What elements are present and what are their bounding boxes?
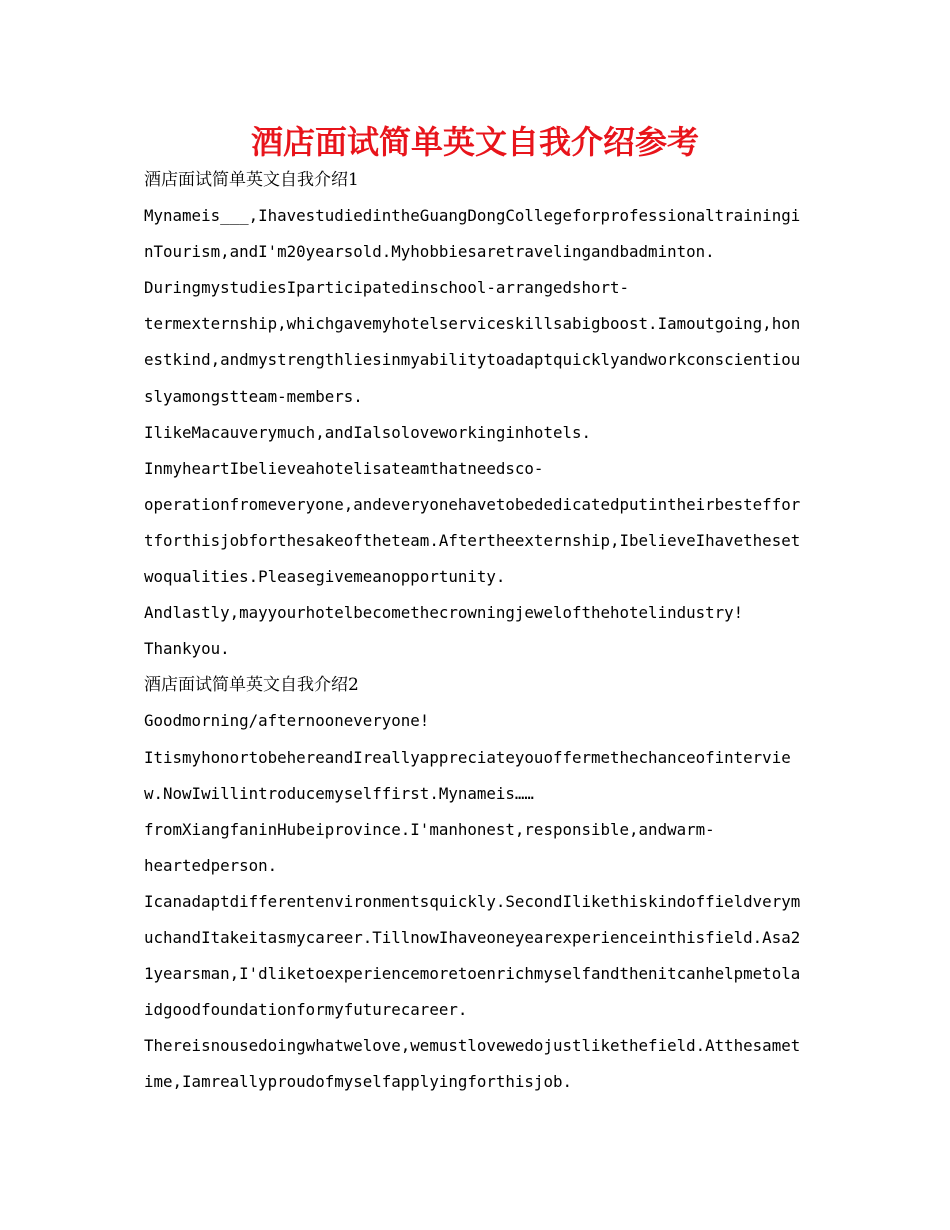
paragraph: DuringmystudiesIparticipatedinschool-arrangedshort-	[144, 278, 630, 298]
paragraph: operationfromeveryone,andeveryonehavetobededicatedputintheirbesteffortforthisjobforthesakeoftheteam.Aftertheexternship,IbelieveIhavethesetwoqualities.Pleasegivemeanopportunity.	[144, 494, 801, 587]
paragraph: ItismyhonortobehereandIreallyappreciateyouoffermethechanceofinterview.NowIwillintroducemyselffirst.Mynameis……	[144, 747, 791, 803]
section-heading-2: 酒店面试简单英文自我介绍2	[144, 675, 359, 696]
paragraph: fromXiangfaninHubeiprovince.I'manhonest,responsible,andwarm-	[144, 819, 715, 839]
paragraph: Thankyou.	[144, 639, 230, 659]
paragraph: Icanadaptdifferentenvironmentsquickly.SecondIlikethiskindoffieldverymuchandItakeitasmycareer.TillnowIhaveoneyearexperienceinthisfield.Asa21yearsman,I'dliketoexperiencemoretoenrichmyselfandthenitcanhelpmetolaidgoodfoundationformyfuturecareer.	[144, 891, 801, 1020]
paragraph: termexternship,whichgavemyhotelserviceskillsabigboost.Iamoutgoing,honestkind,andmystrengthliesinmyabilitytoadaptquicklyandworkconscientiouslyamongstteam-members.	[144, 314, 801, 406]
paragraph: Thereisnousedoingwhatwelove,wemustlovewedojustlikethefield.Atthesametime,Iamreallyproudofmyselfapplyingforthisjob.	[144, 1036, 801, 1092]
document-title: 酒店面试简单英文自我介绍参考	[250, 123, 699, 161]
paragraph: Goodmorning/afternooneveryone!	[144, 711, 430, 731]
document-body	[144, 162, 808, 1100]
section-heading-1: 酒店面试简单英文自我介绍1	[144, 170, 359, 190]
paragraph: IlikeMacauverymuch,andIalsoloveworkinginhotels.	[144, 422, 591, 442]
paragraph: Andlastly,mayyourhotelbecomethecrowningjewelofthehotelindustry!	[144, 603, 744, 623]
paragraph: Mynameis___,IhavestudiedintheGuangDongCollegeforprofessionaltraininginTourism,andI'm20yearsold.Myhobbiesaretravelingandbadminton.	[144, 206, 801, 262]
paragraph: InmyheartIbelieveahotelisateamthatneedsco-	[144, 458, 544, 478]
paragraph: heartedperson.	[144, 855, 278, 875]
